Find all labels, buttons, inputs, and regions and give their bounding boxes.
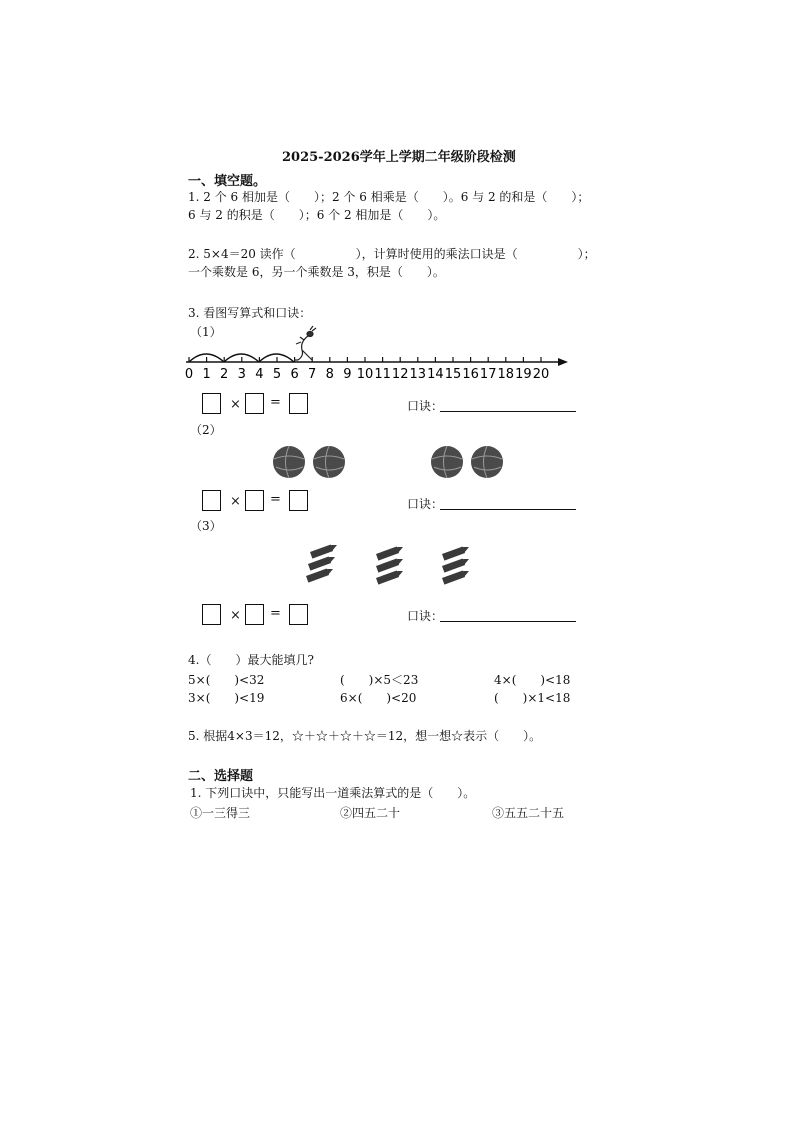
pencil-icon — [376, 546, 403, 560]
basketball-group — [430, 445, 510, 481]
option-1: ①一三得三 — [190, 806, 251, 820]
koujue-label: 口诀： — [407, 497, 444, 511]
pencil-icon — [442, 558, 469, 572]
number-line-label: 6 — [290, 367, 299, 382]
q3-part1-label: （1） — [190, 325, 222, 339]
q1-line1: 1. 2 个 6 相加是（ ）；2 个 6 相乘是（ ）。6 与 2 的和是（ ）； — [188, 190, 590, 204]
q3-heading: 3. 看图写算式和口诀： — [188, 306, 312, 320]
answer-box[interactable] — [289, 393, 308, 414]
pencil-icon — [442, 570, 469, 584]
answer-box[interactable] — [289, 604, 308, 625]
basketball-icon — [431, 446, 463, 478]
number-line-label: 5 — [272, 367, 282, 382]
pencil-groups — [300, 542, 580, 590]
equals-sign: = — [270, 606, 281, 621]
answer-box[interactable] — [202, 490, 221, 511]
number-line-label: 11 — [374, 367, 391, 382]
number-line-label: 19 — [515, 367, 532, 382]
q4-heading: 4.（ ）最大能填几? — [188, 653, 314, 667]
answer-line[interactable] — [440, 621, 576, 622]
q2-line2: 一个乘数是 6，另一个乘数是 3，积是（ ）。 — [188, 265, 445, 279]
q4-item: 6×( )<20 — [340, 691, 417, 705]
answer-box[interactable] — [245, 604, 264, 625]
option-2: ②四五二十 — [340, 806, 401, 820]
q3-part2-label: （2） — [190, 423, 222, 437]
times-sign: × — [230, 397, 241, 412]
pencil-icon — [442, 546, 469, 560]
basketball-group — [272, 445, 352, 481]
times-sign: × — [230, 494, 241, 509]
answer-line[interactable] — [440, 509, 576, 510]
number-line-label: 3 — [237, 367, 246, 382]
page-title: 2025-2026学年上学期二年级阶段检测 — [282, 150, 516, 165]
basketball-icon — [313, 446, 345, 478]
number-line-label: 15 — [444, 367, 462, 382]
q5-text: 5. 根据4×3＝12，☆＋☆＋☆＋☆＝12，想一想☆表示（ ）。 — [188, 729, 542, 743]
q4-item: 5×( )<32 — [188, 673, 265, 687]
number-line-label: 8 — [325, 367, 334, 382]
koujue-label: 口诀： — [407, 399, 444, 413]
answer-box[interactable] — [289, 490, 308, 511]
answer-box[interactable] — [245, 490, 264, 511]
q3-part3-label: （3） — [190, 519, 222, 533]
answer-line[interactable] — [440, 411, 576, 412]
section2-q1: 1. 下列口诀中，只能写出一道乘法算式的是（ ）。 — [190, 786, 476, 800]
answer-box[interactable] — [202, 393, 221, 414]
times-sign: × — [230, 608, 241, 623]
number-line — [180, 320, 580, 382]
basketball-icon — [273, 446, 305, 478]
koujue-label: 口诀： — [407, 609, 444, 623]
number-line-label: 18 — [497, 367, 515, 382]
q4-item: 3×( )<19 — [188, 691, 265, 705]
number-line-label: 20 — [532, 367, 550, 382]
pencil-icon — [376, 570, 403, 584]
pencil-icon — [310, 544, 337, 558]
option-3: ③五五二十五 — [492, 806, 565, 820]
number-line-label: 1 — [202, 367, 211, 382]
q2-line1: 2. 5×4＝20 读作（ ），计算时使用的乘法口诀是（ ）； — [188, 247, 596, 261]
number-line-label: 14 — [427, 367, 444, 382]
number-line-label: 0 — [184, 367, 194, 382]
q4-item: ( )×5＜23 — [340, 673, 419, 687]
number-line-label: 12 — [391, 367, 409, 382]
pencil-icon — [306, 568, 333, 582]
pencil-icon — [376, 558, 403, 572]
basketball-icon — [471, 446, 503, 478]
q4-item: ( )×1<18 — [494, 691, 571, 705]
pencil-icon — [308, 556, 335, 570]
equals-sign: = — [270, 492, 281, 507]
section1-heading: 一、填空题。 — [188, 174, 267, 189]
equals-sign: = — [270, 395, 281, 410]
number-line-label: 17 — [479, 367, 497, 382]
number-line-label: 9 — [343, 367, 352, 382]
number-line-label: 10 — [356, 367, 374, 382]
number-line-label: 4 — [255, 367, 264, 382]
number-line-label: 16 — [462, 367, 479, 382]
q4-item: 4×( )<18 — [494, 673, 571, 687]
answer-box[interactable] — [245, 393, 264, 414]
kangaroo-icon — [294, 326, 316, 360]
section2-heading: 二、选择题 — [188, 769, 254, 784]
number-line-label: 7 — [308, 367, 317, 382]
number-line-label: 13 — [409, 367, 427, 382]
answer-box[interactable] — [202, 604, 221, 625]
number-line-label: 2 — [220, 367, 229, 382]
q1-line2: 6 与 2 的积是（ ）；6 个 2 相加是（ ）。 — [188, 208, 446, 222]
